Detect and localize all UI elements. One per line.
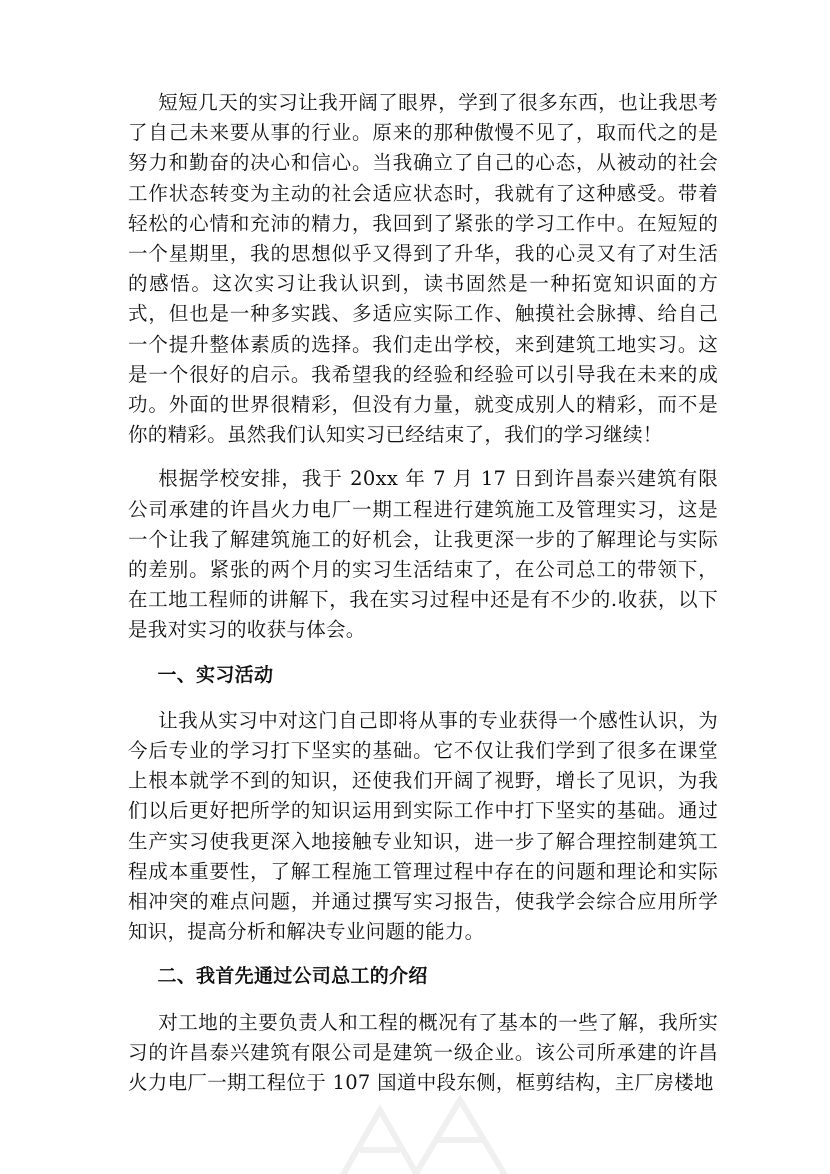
intro-paragraph-1: 短短几天的实习让我开阔了眼界，学到了很多东西，也让我思考了自己未来要从事的行业。原来的那种傲慢不见了，取而代之的是努力和勤奋的决心和信心。当我确立了自己的心态，从被动的社会工作状态转变为主动的社会适应状态时，我就有了这种感受。带着轻松的心情和充沛的精力，我回到了紧张的学习工作中。在短短的一个星期里，我的思想似乎又得到了升华，我的心灵又有了对生活的感悟。这次实习让我认识到，读书固然是一种拓宽知识面的方式，但也是一种多实践、多适应实际工作、触摸社会脉搏、给自己一个提升整体素质的选择。我们走出学校，来到建筑工地实习。这是一个很好的启示。我希望我的经验和经验可以引导我在未来的成功。外面的世界很精彩，但没有力量，就变成别人的精彩，而不是你的精彩。虽然我们认知实习已经结束了，我们的学习继续！ [128, 91, 718, 447]
section-heading-internship-activities: 一、实习活动 [157, 663, 274, 686]
section1-paragraph: 让我从实习中对这门自己即将从事的专业获得一个感性认识，为今后专业的学习打下坚实的基础。它不仅让我们学到了很多在课堂上根本就学不到的知识，还使我们开阔了视野，增长了见识，为我们以后更好把所学的知识运用到实际工作中打下坚实的基础。通过生产实习使我更深入地接触专业知识，进一步了解合理控制建筑工程成本重要性，了解工程施工管理过程中存在的问题和理论和实际相冲突的难点问题，并通过撰写实习报告，使我学会综合应用所学知识，提高分析和解决专业问题的能力。 [128, 708, 718, 944]
document-body [128, 88, 718, 1098]
intro-paragraph-2: 根据学校安排，我于 20xx 年 7 月 17 日到许昌泰兴建筑有限公司承建的许昌火力电厂一期工程进行建筑施工及管理实习，这是一个让我了解建筑施工的好机会，让我更深一步的了解理论与实际的差别。紧张的两个月的实习生活结束了，在公司总工的带领下，在工地工程师的讲解下，我在实习过程中还是有不少的.收获，以下是我对实习的收获与体会。 [128, 467, 718, 642]
section-heading-company-introduction: 二、我首先通过公司总工的介绍 [157, 965, 428, 988]
section2-paragraph: 对工地的主要负责人和工程的概况有了基本的一些了解，我所实习的许昌泰兴建筑有限公司是建筑一级企业。该公司所承建的许昌火力电厂一期工程位于 107 国道中段东侧，框剪结构，主厂房楼地 [128, 1010, 718, 1095]
watermark-stamp-icon [320, 1080, 520, 1174]
